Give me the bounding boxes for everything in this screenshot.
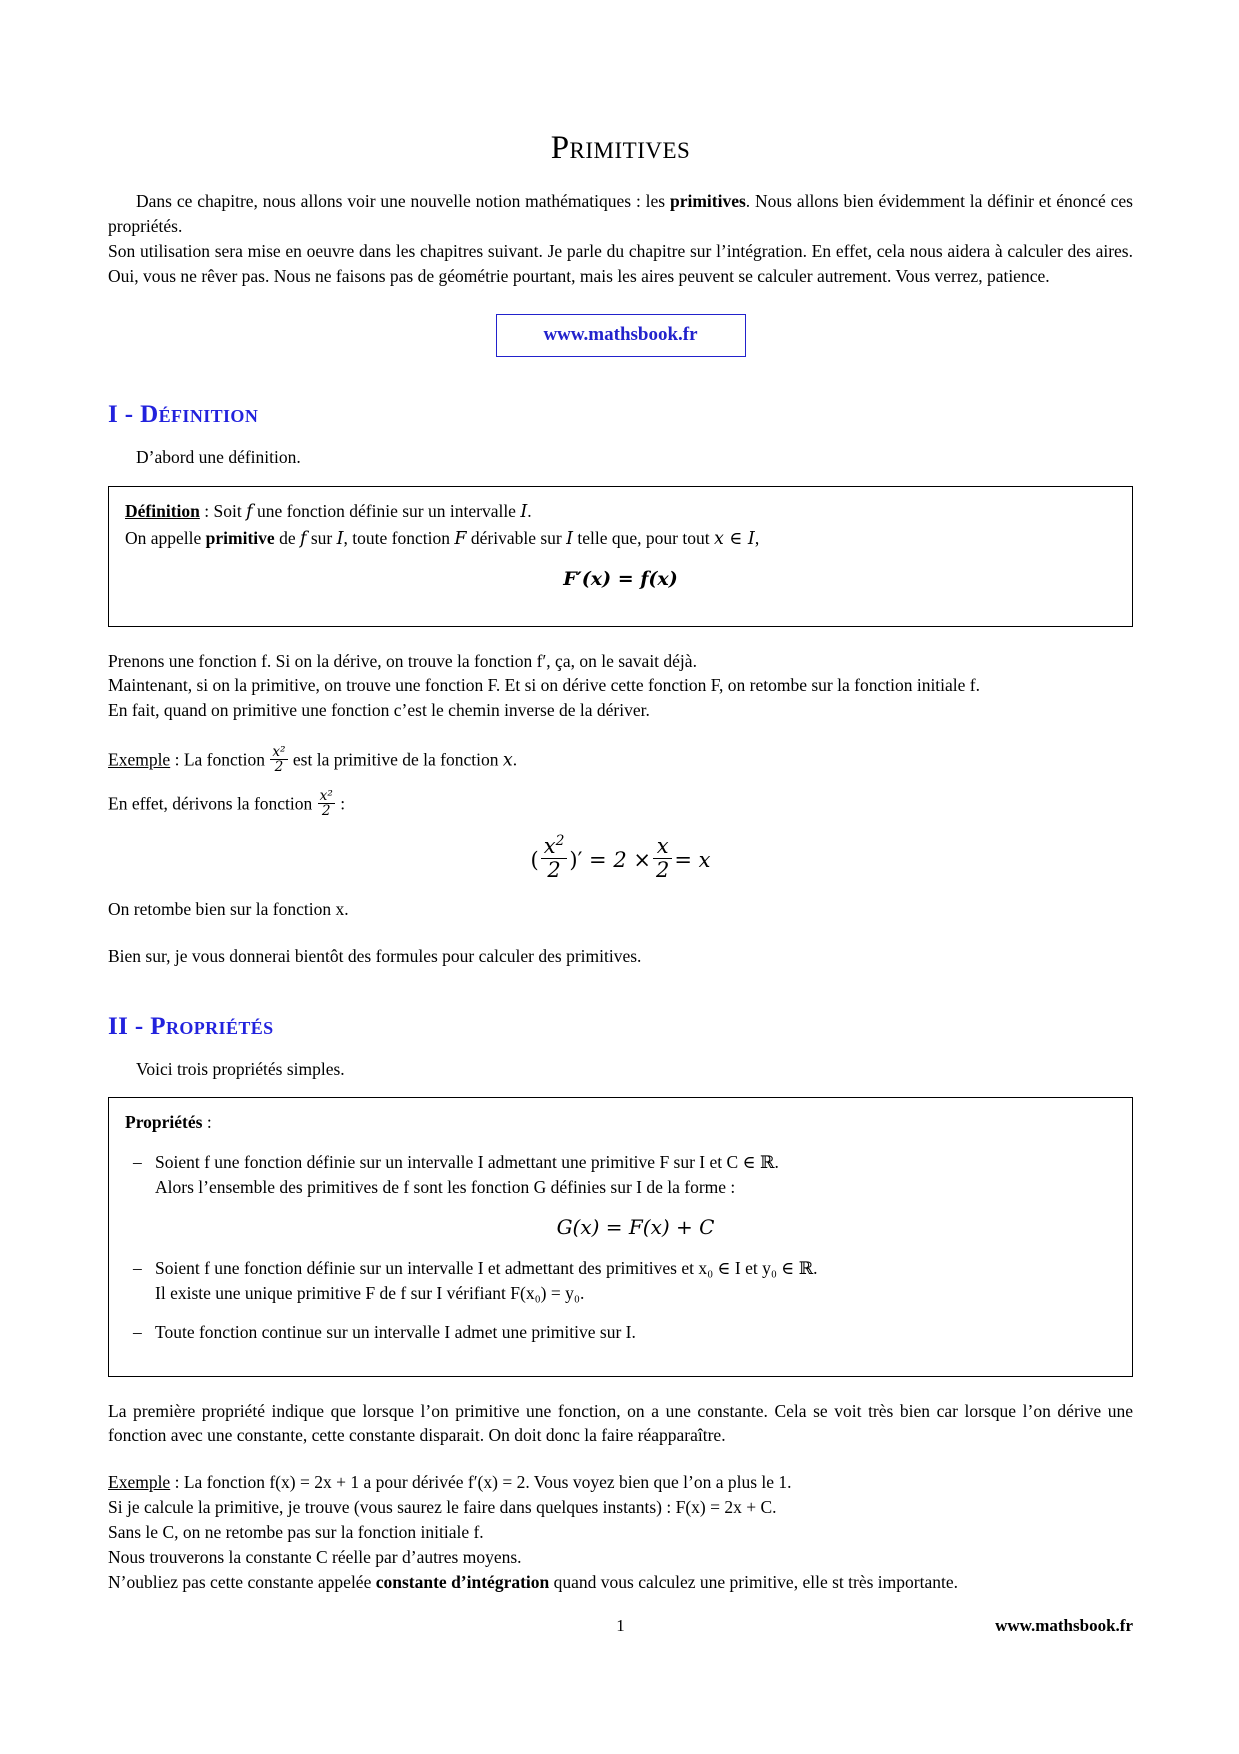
properties-lead: Voici trois propriétés simples.	[136, 1058, 345, 1079]
intro-paragraph-1	[108, 189, 1133, 239]
definition-lead: D’abord une définition.	[136, 447, 301, 468]
properties-box	[108, 1097, 1133, 1376]
definition-line2-bold: primitive	[205, 527, 275, 548]
definition-paragraph-3: En fait, quand on primitive une fonction c’est le chemin inverse de la dériver.	[108, 700, 650, 721]
property-3-line-1: – Toute fonction continue sur un intervalle I admet une primitive sur I.	[155, 1322, 636, 1343]
derive-formula-exponent: 2	[555, 833, 565, 850]
properties-example-line-2: Si je calcule la primitive, je trouve (vous saurez le faire dans quelques instants) : F(x) = 2x + C.	[108, 1497, 777, 1518]
derive-fraction-den: 2	[321, 803, 331, 820]
definition-line2-i: I	[336, 528, 344, 549]
example-label-1: Exemple	[108, 749, 171, 770]
properties-example-line-3: Sans le C, on ne retombe pas sur la fonction initiale f.	[108, 1522, 484, 1543]
example-text-x: x	[502, 750, 513, 771]
definition-line2-f2: F	[454, 528, 467, 549]
list-item	[125, 1256, 1116, 1307]
derive-fraction	[318, 789, 335, 819]
definition-label: Définition	[125, 501, 200, 522]
definition-line1-b: une fonction définie sur un intervalle	[252, 501, 521, 522]
definition-paragraph-2: Maintenant, si on la primitive, on trouve une fonction F. Et si on dérive cette fonction F, on retombe sur la fonction initiale f.	[108, 675, 981, 696]
derive-formula-num-x: x	[543, 834, 556, 859]
definition-line2-i2: I	[566, 528, 574, 549]
properties-colon: :	[202, 1112, 212, 1133]
definition-line2-g: telle que, pour tout	[573, 527, 714, 548]
example-2-text-5-bold: constante d’intégration	[375, 1571, 550, 1592]
property-1-line-2: Alors l’ensemble des primitives de f sont les fonction G définies sur I de la forme :	[155, 1177, 736, 1198]
properties-paragraph-1: La première propriété indique que lorsque l’on primitive une fonction, on a une constante. Cela se voit très bien car lorsque l’on dérive une fonction avec une constante, cette constante disparait. On doit donc la faire réapparaître.	[108, 1400, 1133, 1446]
derive-formula-fraction-1-num	[541, 834, 568, 858]
derive-formula-paren-close: )′	[569, 848, 590, 873]
definition-line1-i: I	[520, 502, 528, 523]
derive-formula-fraction-1-den: 2	[547, 857, 561, 882]
list-item	[125, 1320, 1116, 1345]
properties-box-title	[125, 1110, 1116, 1135]
definition-line-2	[125, 526, 1116, 552]
definition-line1-f: f	[246, 502, 253, 523]
section-heading-properties: II - Propriétés	[108, 1012, 274, 1040]
definition-box	[108, 486, 1133, 626]
definition-line2-c: sur	[306, 527, 337, 548]
section-heading-definition: I - Définition	[108, 401, 259, 429]
page-number: 1	[616, 1616, 625, 1635]
definition-paragraph-4: On retombe bien sur la fonction x.	[108, 898, 349, 919]
definition-derive-line	[108, 789, 1133, 819]
example-text-c: .	[512, 749, 518, 770]
example-label-2: Exemple	[108, 1472, 171, 1493]
derive-formula-fraction-1	[541, 834, 568, 881]
properties-list	[125, 1150, 1116, 1346]
intro-text-a: Dans ce chapitre, nous allons voir une nouvelle notion mathématiques : les	[136, 191, 670, 211]
example-2-text-5b: quand vous calculez une primitive, elle st très importante.	[549, 1571, 958, 1592]
properties-example-line-1	[108, 1470, 1133, 1495]
example-fraction-num: x²	[272, 744, 286, 761]
derive-formula-tail: = 2 ×	[589, 848, 651, 873]
website-badge-label: www.mathsbook.fr	[543, 324, 698, 346]
definition-line2-e: dérivable sur	[466, 527, 567, 548]
intro-text-bold: primitives	[669, 191, 746, 211]
derive-formula-fraction-2-num: x	[653, 835, 672, 858]
property-2-line-2: Il existe une unique primitive F de f sur I vérifiant F(x₀) = y₀.	[155, 1282, 585, 1303]
derive-formula-fraction-2-den: 2	[655, 857, 670, 882]
definition-paragraph-5: Bien sur, je vous donnerai bientôt des formules pour calculer des primitives.	[108, 945, 642, 966]
definition-line1-a: : Soit	[199, 501, 247, 522]
definition-formula: F′(x) = f(x)	[563, 567, 678, 590]
definition-line2-h: ,	[754, 527, 760, 548]
derive-text-a: En effet, dérivons la fonction	[108, 793, 317, 814]
example-text-b: est la primitive de la fonction	[288, 749, 503, 770]
definition-paragraph-1: Prenons une fonction f. Si on la dérive, on trouve la fonction f′, ça, on le savait déjà.	[108, 650, 697, 671]
derive-formula-paren-open: (	[530, 848, 539, 873]
document-content	[108, 130, 1133, 1595]
properties-example-line-4: Nous trouverons la constante C réelle par d’autres moyens.	[108, 1546, 522, 1567]
derive-fraction-num: x²	[319, 787, 333, 804]
definition-example	[108, 745, 1133, 775]
property-1-line-1: – Soient f une fonction définie sur un intervalle I admettant une primitive F sur I et C ∈ ℝ.	[155, 1151, 779, 1172]
example-2-text-5a: N’oubliez pas cette constante appelée	[108, 1571, 376, 1592]
example-2-text-1: : La fonction f(x) = 2x + 1 a pour dérivée f′(x) = 2. Vous voyez bien que l’on a plus le 1.	[170, 1472, 792, 1493]
derive-formula-tail2: = x	[674, 848, 711, 873]
definition-line2-b: de	[274, 527, 300, 548]
footer-site: www.mathsbook.fr	[995, 1616, 1133, 1635]
property-1-formula: G(x) = F(x) + C	[556, 1214, 715, 1239]
list-item	[125, 1150, 1116, 1242]
definition-line2-f: f	[299, 528, 307, 549]
example-fraction-den: 2	[274, 759, 284, 776]
website-badge[interactable]	[496, 314, 746, 357]
definition-line-1	[125, 499, 1116, 525]
definition-line2-x: x ∈ I	[713, 528, 755, 549]
derive-formula-fraction-2	[653, 835, 672, 881]
example-text-a: : La fonction	[170, 749, 270, 770]
definition-line2-a: On appelle	[125, 527, 206, 548]
properties-label: Propriétés	[125, 1112, 203, 1133]
definition-line2-d: , toute fonction	[343, 527, 455, 548]
intro-text-b: . Nous allons bien évidemment la définir et énoncé ces propriétés.	[108, 191, 1133, 236]
property-2-line-1: – Soient f une fonction définie sur un intervalle I et admettant des primitives et x₀ ∈ I et y₀ ∈ ℝ.	[155, 1257, 818, 1278]
properties-example-line-5	[108, 1570, 1133, 1595]
derive-formula	[108, 834, 1133, 881]
example-fraction	[270, 745, 287, 775]
derive-text-b: :	[335, 793, 346, 814]
intro-paragraph-2: Son utilisation sera mise en oeuvre dans les chapitres suivant. Je parle du chapitre sur l’intégration. En effet, cela nous aidera à calculer des aires. Oui, vous ne rêver pas. Nous ne faisons pas de géométrie pourtant, mais les aires peuvent se calculer autrement. Vous verrez, patience.	[108, 240, 1133, 286]
page-title: Primitives	[550, 130, 691, 166]
definition-line1-c: .	[527, 501, 532, 522]
